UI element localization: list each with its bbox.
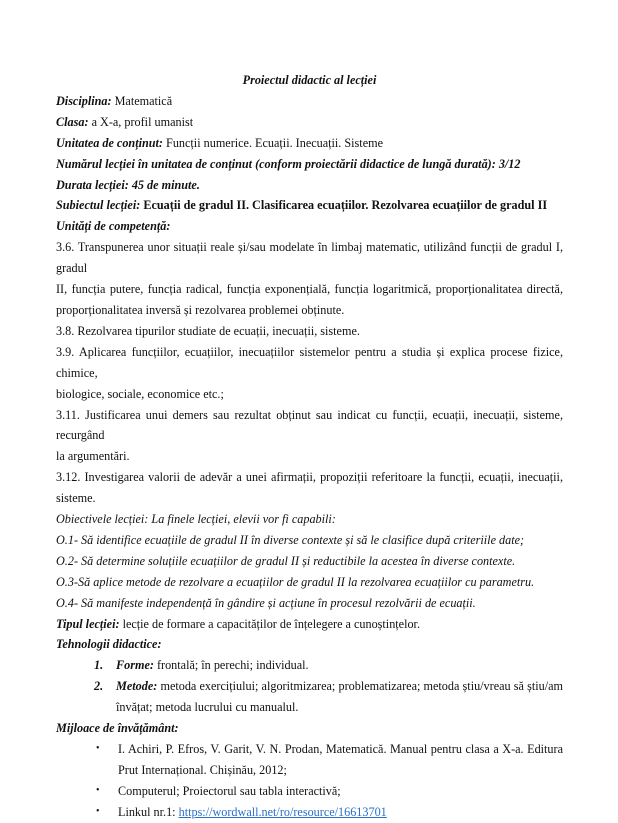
competente-line: 3.12. Investigarea valorii de adevăr a unei afirmații, propoziții referitoare la funcții, ecuații, inecuații, bbox=[56, 470, 563, 485]
field-unitatea bbox=[56, 133, 563, 154]
resource-link[interactable]: https://wordwall.net/ro/resource/16613701 bbox=[178, 804, 387, 819]
field-label: Durata lecției bbox=[56, 177, 125, 192]
obiective-heading: Obiectivele lecției: La finele lecției, elevii vor fi capabili: bbox=[56, 512, 336, 527]
competente-line: la argumentări. bbox=[56, 449, 130, 464]
obiectiv-item: O.4- Să manifeste independență în gândire și acțiune în procesul rezolvării de ecuații. bbox=[56, 595, 476, 610]
document-page bbox=[56, 70, 563, 823]
tehnologii-item-metode-cont: învățat; metoda lucrului cu manualul. bbox=[116, 700, 299, 715]
mijloace-item bbox=[56, 739, 563, 760]
competente-line: biologice, sociale, economice etc.; bbox=[56, 386, 224, 401]
competente-line: 3.9. Aplicarea funcțiilor, ecuațiilor, inecuațiilor sistemelor pentru a studia și explica procese fizice, chimice, bbox=[56, 344, 563, 380]
item-text: Computerul; Proiectorul sau tabla interactivă; bbox=[118, 783, 341, 798]
item-text: Linkul nr.1: bbox=[118, 804, 179, 819]
item-label: Metode: bbox=[116, 679, 158, 694]
competente-line: 3.8. Rezolvarea tipurilor studiate de ecuații, inecuații, sisteme. bbox=[56, 323, 360, 338]
competente-line: 3.6. Transpunerea unor situații reale și/sau modelate în limbaj matematic, utilizând funcții de gradul I, gradul bbox=[56, 240, 563, 276]
field-label: Subiectul lecției: bbox=[56, 198, 141, 213]
obiectiv-item: O.2- Să determine soluțiile ecuațiilor de gradul II și reductibile la acestea în diverse contexte. bbox=[56, 553, 516, 568]
mijloace-list bbox=[56, 739, 563, 823]
field-tipul bbox=[56, 614, 563, 635]
field-durata bbox=[56, 175, 563, 196]
competente-line: II, funcția putere, funcția radical, funcția exponențială, funcția logaritmică, proporționalitatea directă, bbox=[56, 282, 563, 297]
bullet-icon: • bbox=[96, 743, 100, 754]
item-value: metoda exercițiului; algoritmizarea; problematizarea; metoda știu/vreau să știu/am bbox=[157, 679, 563, 694]
tehnologii-item-metode bbox=[56, 676, 563, 697]
mijloace-item bbox=[56, 802, 563, 823]
competente-line: sisteme. bbox=[56, 491, 96, 506]
field-value: : 45 de minute. bbox=[124, 177, 200, 192]
field-subiectul bbox=[56, 195, 563, 216]
list-number: 2. bbox=[94, 679, 104, 694]
bullet-icon: • bbox=[96, 784, 100, 796]
competente-line: 3.11. Justificarea unui demers sau rezultat obținut sau indicat cu funcții, ecuații, inecuații, sisteme, recurgând bbox=[56, 407, 563, 443]
document-title: Proiectul didactic al lecției bbox=[242, 73, 377, 87]
mijloace-item bbox=[56, 781, 563, 802]
item-label: Forme: bbox=[116, 658, 154, 673]
field-numarul: Numărul lecției în unitatea de conținut (conform proiectării didactice de lungă durată): 3/12 bbox=[56, 156, 521, 171]
tehnologii-heading: Tehnologii didactice: bbox=[56, 637, 162, 652]
field-value: a X-a, profil umanist bbox=[88, 114, 194, 129]
field-label: Unitatea de conținut: bbox=[56, 135, 163, 150]
field-value: Matematică bbox=[111, 93, 173, 108]
tehnologii-list bbox=[56, 655, 563, 718]
obiectiv-item: O.3-Să aplice metode de rezolvare a ecuațiilor de gradul II la rezolvarea ecuațiilor cu parametru. bbox=[56, 574, 535, 589]
field-label: Tipul lecției: bbox=[56, 616, 120, 631]
item-text: I. Achiri, P. Efros, V. Garit, V. N. Prodan, Matematică. Manual pentru clasa a X-a. Editura bbox=[118, 742, 563, 756]
field-value: Ecuații de gradul II. Clasificarea ecuațiilor. Rezolvarea ecuațiilor de gradul II bbox=[140, 198, 548, 213]
field-clasa bbox=[56, 112, 563, 133]
field-value: Funcții numerice. Ecuații. Inecuații. Sisteme bbox=[163, 135, 383, 150]
mijloace-item-cont: Prut Internațional. Chișinău, 2012; bbox=[118, 762, 287, 777]
field-value: lecție de formare a capacităților de înțelegere a cunoștințelor. bbox=[119, 616, 420, 631]
field-label: Disciplina: bbox=[56, 93, 112, 108]
field-label: Clasa: bbox=[56, 114, 89, 129]
field-disciplina bbox=[56, 91, 563, 112]
tehnologii-item-forme bbox=[56, 655, 563, 676]
item-value: frontală; în perechi; individual. bbox=[153, 658, 309, 673]
competente-line: proporționalitatea inversă și rezolvarea problemei obținute. bbox=[56, 302, 345, 317]
list-number: 1. bbox=[94, 658, 104, 673]
mijloace-heading: Mijloace de învățământ: bbox=[56, 721, 179, 736]
bullet-icon: • bbox=[96, 805, 100, 817]
competente-heading: Unități de competență: bbox=[56, 219, 171, 234]
obiectiv-item: O.1- Să identifice ecuațiile de gradul II în diverse contexte și să le clasifice după criteriile date; bbox=[56, 532, 525, 547]
